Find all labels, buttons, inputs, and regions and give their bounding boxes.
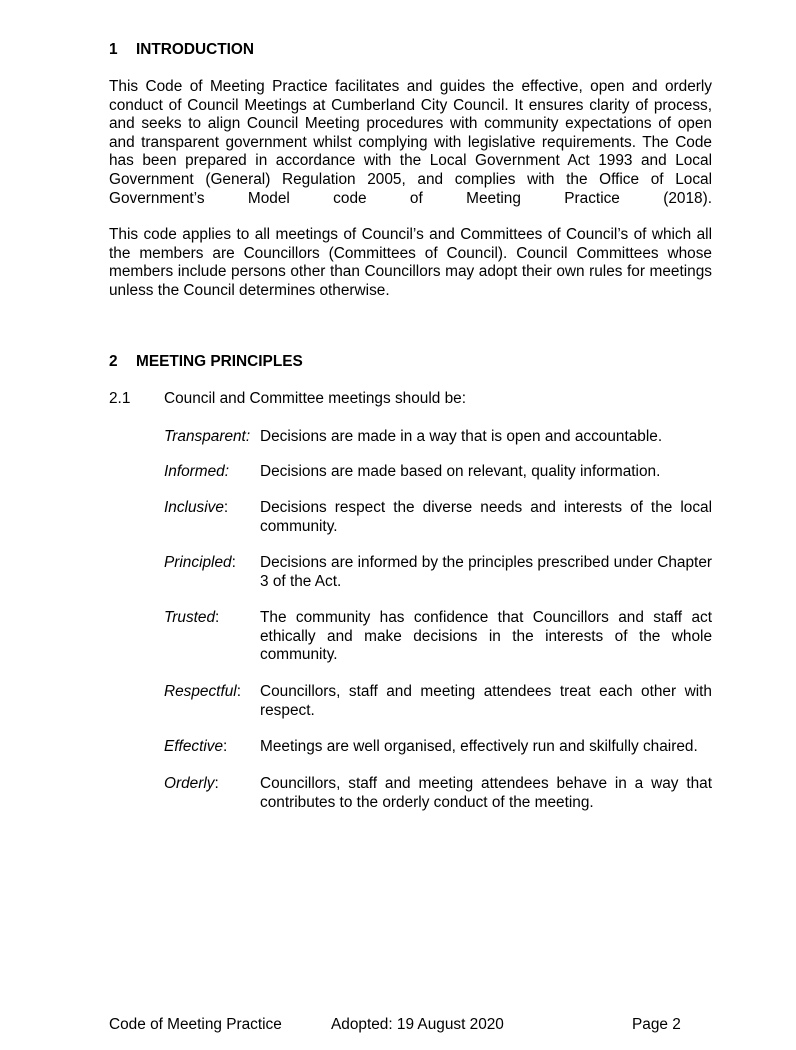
clause-number: 2.1 <box>109 390 131 407</box>
term-colon: : <box>223 499 229 516</box>
term-label: Orderly <box>164 775 215 792</box>
principle-term <box>164 609 260 665</box>
clause-text: Council and Committee meetings should be: <box>164 390 466 407</box>
footer-page-number: Page 2 <box>632 1016 681 1033</box>
term-colon: : <box>245 428 251 445</box>
principle-term <box>164 738 260 757</box>
principle-term <box>164 775 260 812</box>
principle-description: The community has confidence that Councillors and staff act ethically and make decisions in the interests of the whole community. <box>260 609 712 664</box>
principle-principled <box>164 554 712 591</box>
footer-adopted-date: Adopted: 19 August 2020 <box>331 1016 504 1033</box>
term-colon: : <box>215 609 220 626</box>
term-label: Principled <box>164 554 232 571</box>
principle-orderly <box>164 775 712 812</box>
principle-respectful <box>164 683 712 720</box>
principle-description: Councillors, staff and meeting attendees behave in a way that contributes to the orderly conduct of the meeting. <box>260 775 712 811</box>
clause-2-1 <box>109 390 466 409</box>
principle-description: Decisions are informed by the principles prescribed under Chapter 3 of the Act. <box>260 554 712 590</box>
principle-term <box>164 499 260 536</box>
term-colon: : <box>214 775 219 792</box>
principle-description: Decisions respect the diverse needs and interests of the local community. <box>260 499 712 535</box>
principle-description: Meetings are well organised, effectively run and skilfully chaired. <box>260 738 698 755</box>
term-label: Informed <box>164 463 225 480</box>
section-2-number: 2 <box>109 353 118 370</box>
principle-description: Councillors, staff and meeting attendees treat each other with respect. <box>260 683 712 719</box>
intro-paragraph-1: This Code of Meeting Practice facilitates and guides the effective, open and orderly conduct of Council Meetings at Cumberland City Council. It ensures clarity of process, and seeks to align Council Meeting procedures with community expectations of open and transparent government whilst complying with legislative requirements. The Code has been prepared in accordance with the Local Government Act 1993 and Local Government (General) Regulation 2005, and complies with the Office of Local Government’s Model code of Meeting Practice (2018). <box>109 78 712 207</box>
page-footer <box>0 1016 796 1036</box>
section-1-title: INTRODUCTION <box>136 41 254 58</box>
footer-document-title: Code of Meeting Practice <box>109 1016 282 1033</box>
principle-term <box>164 428 260 447</box>
intro-paragraph-2: This code applies to all meetings of Council’s and Committees of Council’s of which all the members are Councillors (Committees of Council). Council Committees whose members include persons other than Councillors may adopt their own rules for meetings unless the Council determines otherwise. <box>109 226 712 299</box>
principle-trusted <box>164 609 712 665</box>
principle-description: Decisions are made in a way that is open and accountable. <box>260 428 663 445</box>
principle-description: Decisions are made based on relevant, quality information. <box>260 463 661 480</box>
principle-effective <box>164 738 712 757</box>
principle-term <box>164 683 260 720</box>
principle-term <box>164 463 260 482</box>
principle-informed <box>164 463 712 482</box>
term-colon: : <box>224 463 230 480</box>
principle-transparent <box>164 428 712 447</box>
term-label: Inclusive <box>164 499 224 516</box>
term-colon: : <box>223 738 228 755</box>
section-1-number: 1 <box>109 41 118 58</box>
term-label: Respectful <box>164 683 237 700</box>
principle-term <box>164 554 260 591</box>
term-colon: : <box>231 554 236 571</box>
principle-inclusive <box>164 499 712 536</box>
term-colon: : <box>236 683 241 700</box>
term-label: Trusted <box>164 609 216 626</box>
section-2-heading <box>109 353 303 372</box>
section-2-title: MEETING PRINCIPLES <box>136 353 303 370</box>
term-label: Effective <box>164 738 224 755</box>
term-label: Transparent <box>164 428 246 445</box>
section-1-heading <box>109 41 254 60</box>
